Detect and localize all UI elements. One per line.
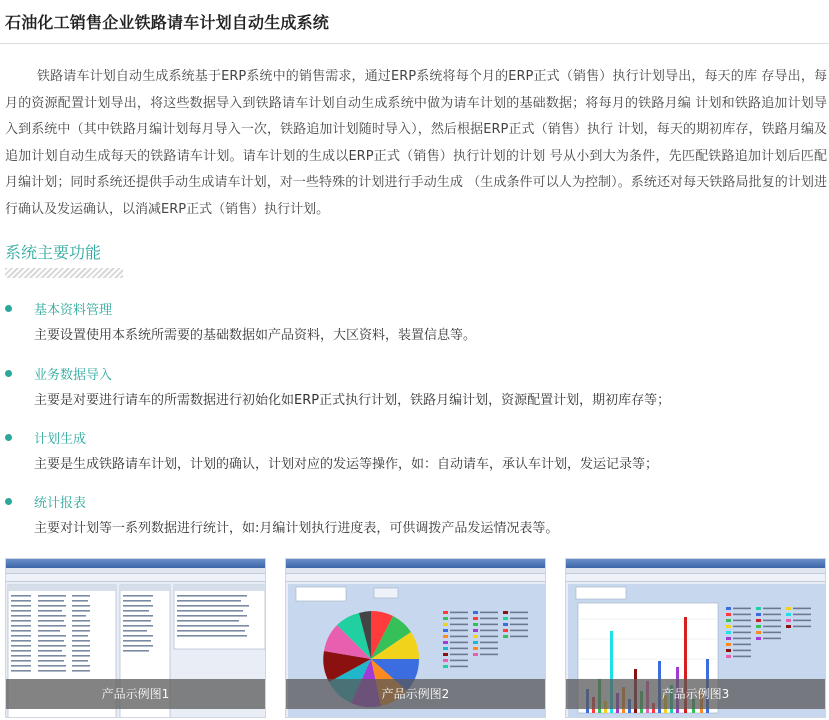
- thumbnail-1[interactable]: [5, 558, 266, 718]
- intro-paragraph: 铁路请车计划自动生成系统基于ERP系统中的销售需求，通过ERP系统将每个月的ERP正式（销售）执行计划导出，每天的库 存导出，每月的资源配置计划导出，将这些数据导入到铁路请车计划自动生成系统中做为请车计划的基础数据；将每月的铁路月编 计划和铁路追加计划导入到系统中（其中铁路月编计划每月导入一次，铁路追加计划随时导入），然后根据ERP正式（销售）执行 计划，每天的期初库存，铁路月编及追加计划自动生成每天的铁路请车计划。请车计划的生成以ERP正式（销售）执行计划的计划 号从小到大为条件，先匹配铁路追加计划后匹配月编计划；同时系统还提供手动生成请车计划，对一些特殊的计划进行手动生成 （生成条件可以人为控制）。系统还对每天铁路局批复的计划进行确认及发运确认，以消减ERP正式（销售）执行计划。: [5, 69, 827, 217]
- bullet-dot-icon: [5, 370, 12, 377]
- bullet-dot-icon: [5, 498, 12, 505]
- section-divider-stripe: [5, 268, 123, 278]
- thumbnail-caption: 产品示例图1: [6, 679, 265, 709]
- thumbnail-3[interactable]: [565, 558, 826, 718]
- thumbnail-caption: 产品示例图3: [566, 679, 825, 709]
- title-divider: [0, 43, 829, 44]
- feature-description: 主要是对要进行请车的所需数据进行初始化如ERP正式执行计划，铁路月编计划，资源配置计划，期初库存等；: [34, 393, 671, 408]
- thumbnail-2[interactable]: [285, 558, 546, 718]
- feature-description: 主要设置使用本系统所需要的基础数据如产品资料，大区资料，装置信息等。: [34, 328, 477, 343]
- screenshot-gallery: [5, 558, 829, 720]
- bullet-dot-icon: [5, 434, 12, 441]
- feature-title: 计划生成: [34, 432, 87, 447]
- feature-title: 业务数据导入: [34, 368, 113, 383]
- section-heading: 系统主要功能: [5, 243, 102, 262]
- feature-title: 统计报表: [34, 496, 87, 511]
- bullet-dot-icon: [5, 305, 12, 312]
- page-title: 石油化工销售企业铁路请车计划自动生成系统: [5, 13, 330, 32]
- feature-description: 主要是生成铁路请车计划，计划的确认，计划对应的发运等操作，如：自动请车，承认车计划，发运记录等；: [34, 457, 659, 472]
- feature-description: 主要对计划等一系列数据进行统计，如:月编计划执行进度表，可供调拨产品发运情况表等。: [34, 521, 559, 536]
- feature-title: 基本资料管理: [34, 303, 113, 318]
- thumbnail-caption: 产品示例图2: [286, 679, 545, 709]
